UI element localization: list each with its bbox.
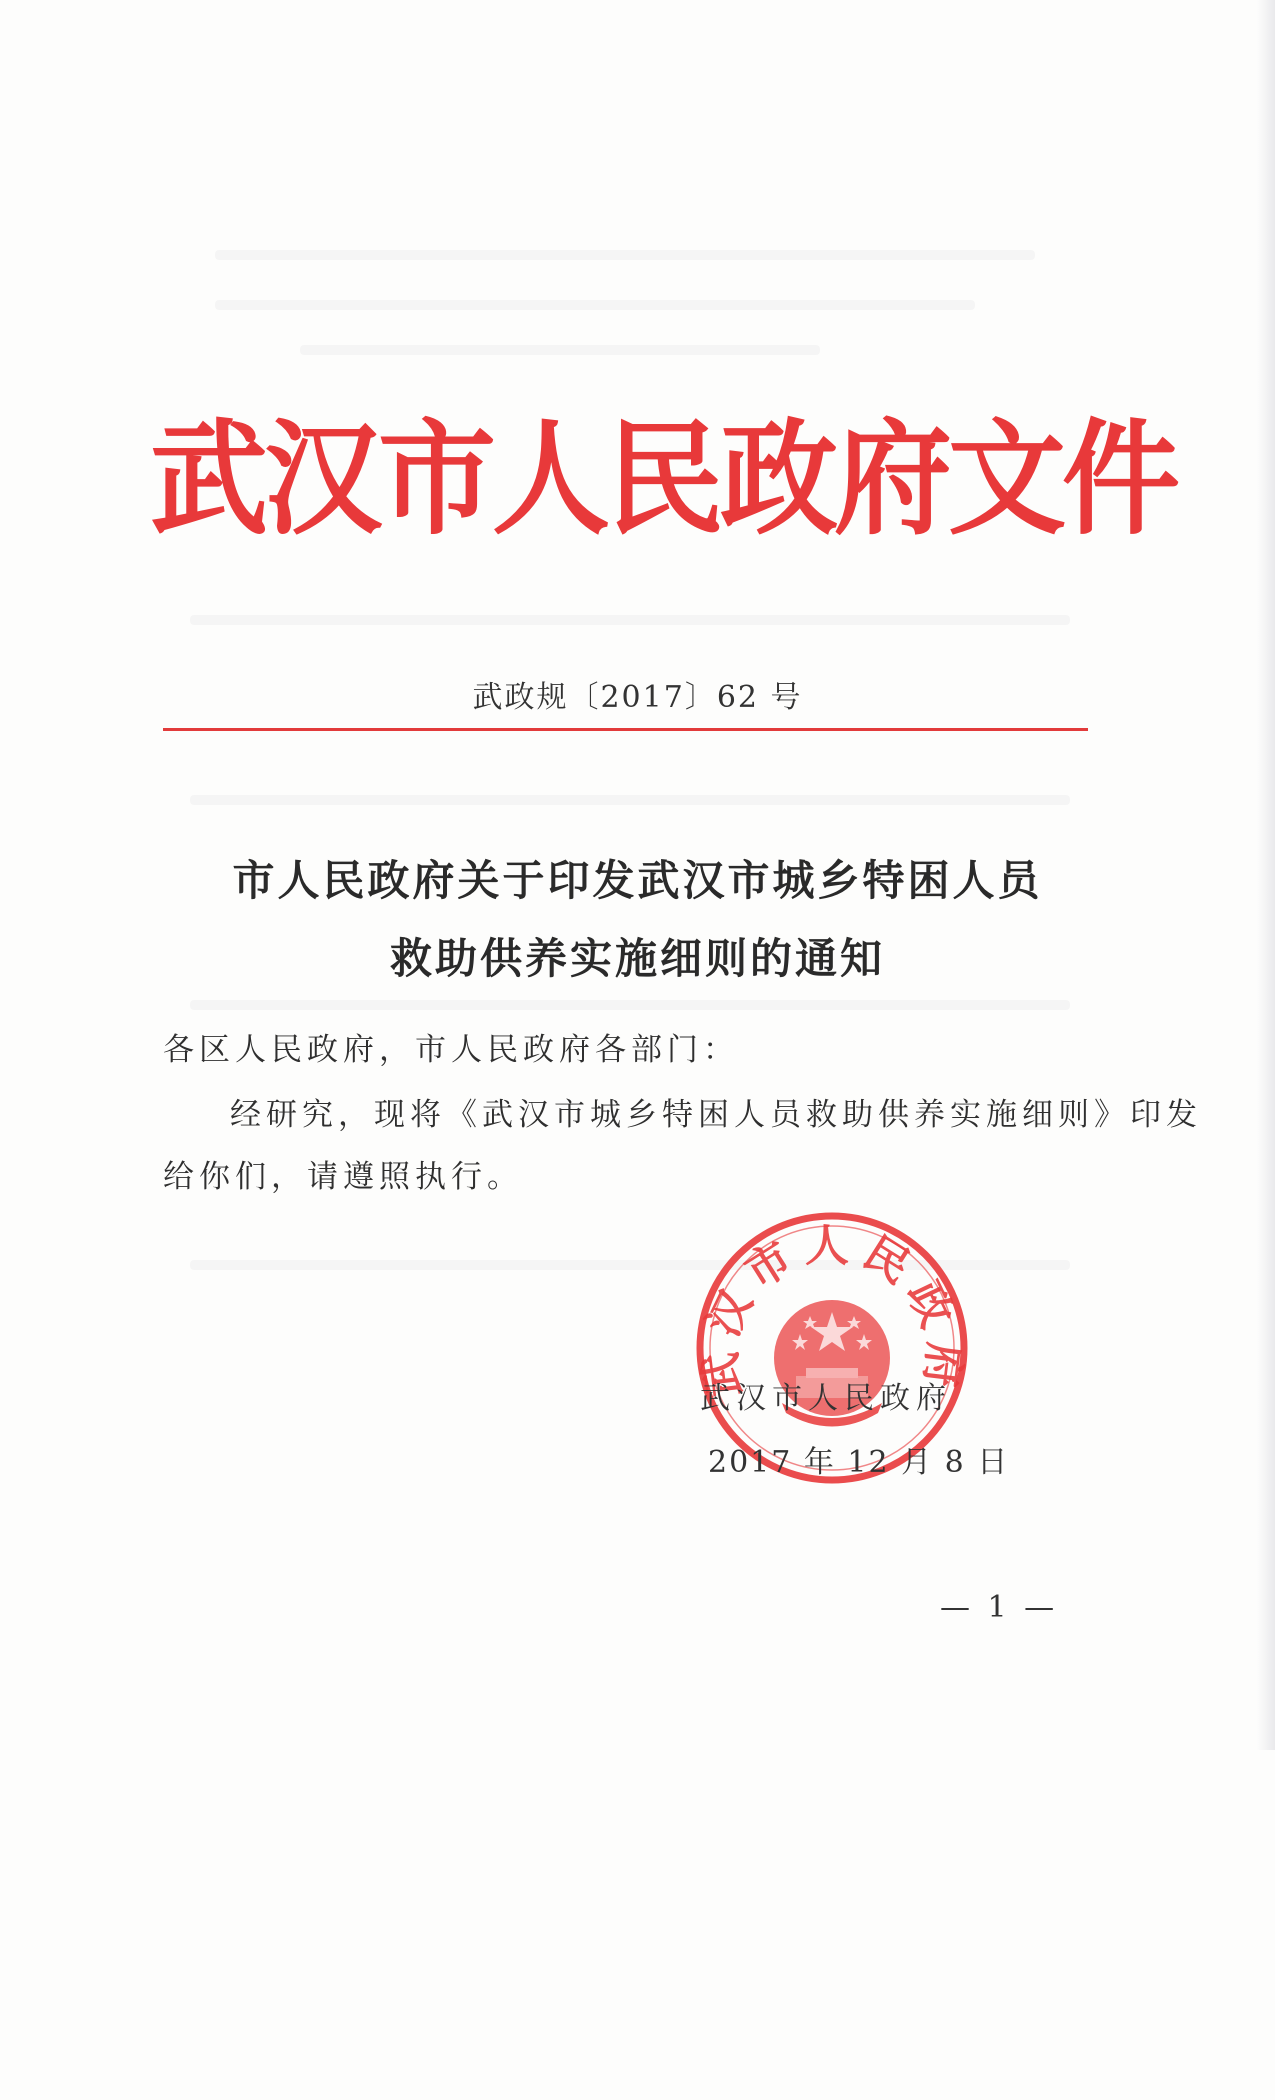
bleed-through-line (215, 250, 1035, 260)
svg-text:武汉市人民政府: 武汉市人民政府 (693, 1220, 971, 1400)
salutation: 各区人民政府，市人民政府各部门： (163, 1032, 739, 1068)
page-number: — 1 — (940, 1590, 1059, 1625)
document-title-line-2: 救助供养实施细则的通知 (389, 934, 885, 983)
bleed-through-line (190, 795, 1070, 805)
page-edge-shadow (1257, 0, 1275, 1750)
red-divider-line (163, 728, 1088, 731)
issuing-authority: 武汉市人民政府 (700, 1381, 952, 1416)
issue-date: 2017 年 12 月 8 日 (708, 1445, 1010, 1480)
document-masthead: 武汉市人民政府文件 (150, 406, 1177, 552)
body-paragraph-line-2: 给你们，请遵照执行。 (163, 1159, 523, 1195)
body-paragraph-line-1: 经研究，现将《武汉市城乡特困人员救助供养实施细则》印发 (230, 1097, 1202, 1133)
bleed-through-line (190, 615, 1070, 625)
bleed-through-line (215, 300, 975, 310)
bleed-through-line (190, 1000, 1070, 1010)
document-title-line-1: 市人民政府关于印发武汉市城乡特困人员 (232, 856, 1043, 905)
document-number: 武政规〔2017〕62 号 (472, 680, 803, 715)
bleed-through-line (300, 345, 820, 355)
